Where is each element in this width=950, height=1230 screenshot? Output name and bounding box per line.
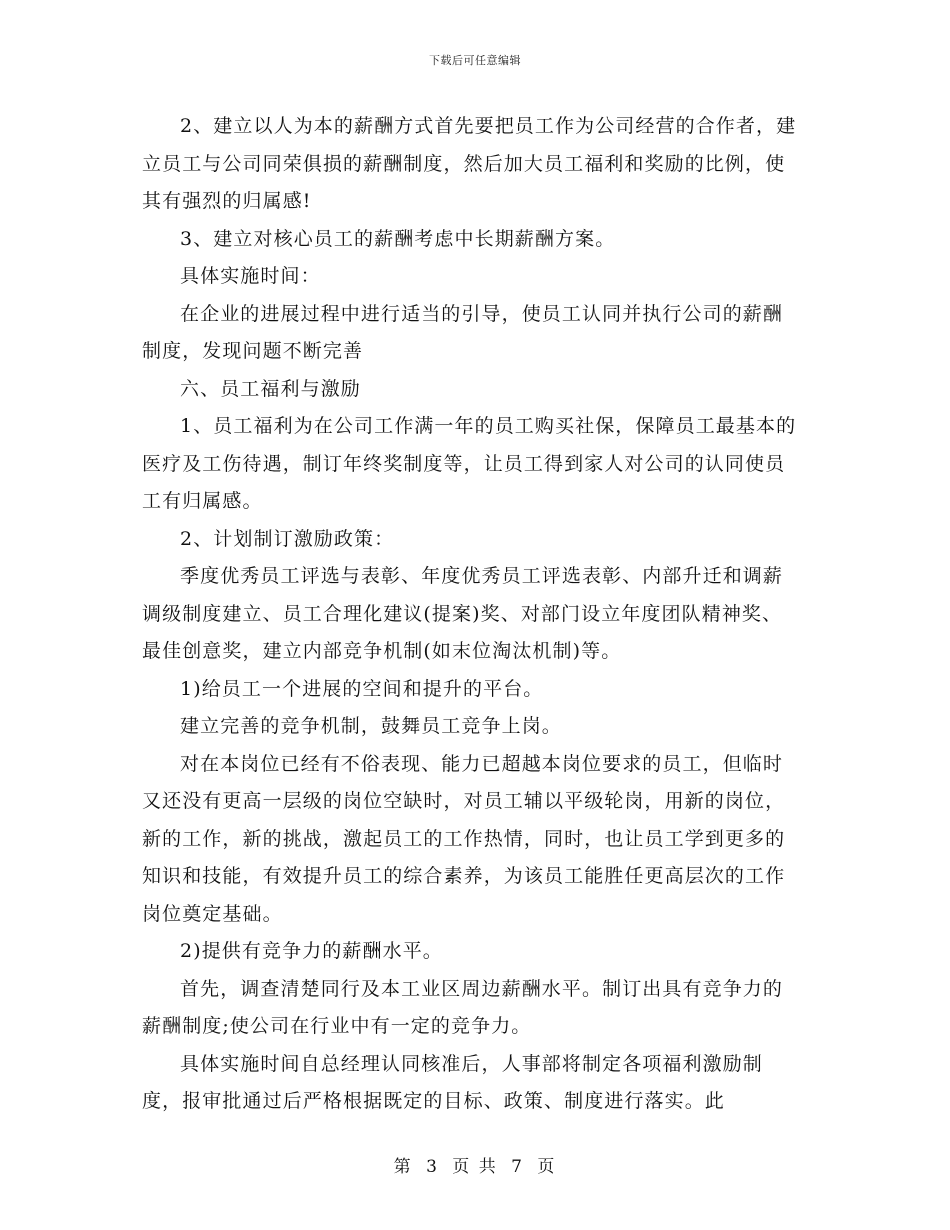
- paragraph: 季度优秀员工评选与表彰、年度优秀员工评选表彰、内部升迁和调薪调级制度建立、员工合理化建议(提案)奖、对部门设立年度团队精神奖、最佳创意奖，建立内部竞争机制(如末位淘汰机制)等。: [142, 565, 784, 662]
- footer-suffix: 页: [537, 1157, 557, 1177]
- current-page-number: 3: [426, 1157, 439, 1177]
- paragraph: 首先，调查清楚同行及本工业区周边薪酬水平。制订出具有竞争力的薪酬制度;使公司在行业中有一定的竞争力。: [142, 977, 784, 1037]
- total-pages-number: 7: [511, 1157, 524, 1177]
- paragraph: 具体实施时间自总经理认同核准后，人事部将制定各项福利激励制度，报审批通过后严格根据既定的目标、政策、制度进行落实。此: [142, 1052, 763, 1112]
- footer-prefix: 第: [393, 1157, 413, 1177]
- section-heading: 六、员工福利与激励: [180, 377, 361, 400]
- paragraph: 建立完善的竞争机制，鼓舞员工竞争上岗。: [180, 715, 562, 737]
- document-body: [142, 108, 802, 1121]
- paragraph: 1)给员工一个进展的空间和提升的平台。: [180, 677, 544, 700]
- paragraph: 在企业的进展过程中进行适当的引导，使员工认同并执行公司的薪酬制度，发现问题不断完善: [142, 302, 784, 362]
- footer-middle: 页 共: [452, 1157, 498, 1177]
- paragraph: 2)提供有竞争力的薪酬水平。: [180, 940, 443, 962]
- paragraph: 对在本岗位已经有不俗表现、能力已超越本岗位要求的员工，但临时又还没有更高一层级的岗位空缺时，对员工辅以平级轮岗，用新的岗位，新的工作，新的挑战，激起员工的工作热情，同时，也让员工学到更多的知识和技能，有效提升员工的综合素养，为该员工能胜任更高层次的工作岗位奠定基础。: [142, 752, 786, 925]
- paragraph: 3、建立对核心员工的薪酬考虑中长期薪酬方案。: [180, 227, 616, 250]
- paragraph: 2、建立以人为本的薪酬方式首先要把员工作为公司经营的合作者，建立员工与公司同荣俱损的薪酬制度，然后加大员工福利和奖励的比例，使其有强烈的归属感!: [142, 115, 797, 212]
- paragraph: 具体实施时间：: [180, 265, 321, 287]
- page-footer: [0, 1152, 950, 1177]
- paragraph: 1、员工福利为在公司工作满一年的员工购买社保，保障员工最基本的医疗及工伤待遇，制订年终奖制度等，让员工得到家人对公司的认同使员工有归属感。: [142, 415, 797, 512]
- page-header: 下载后可任意编辑: [429, 54, 521, 67]
- paragraph: 2、计划制订激励政策：: [180, 527, 395, 550]
